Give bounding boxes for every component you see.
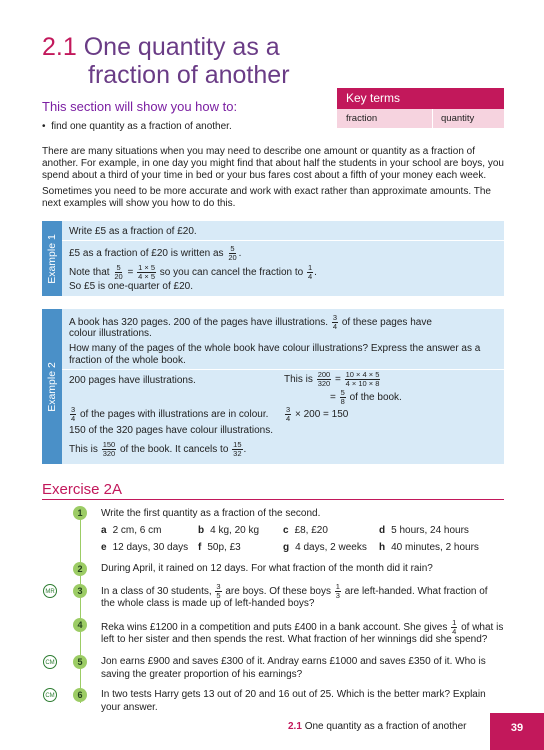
- question-4-text: Reka wins £1200 in a competition and puts £400 in a bank account. She gives $\frac{1}{4}$ of what is: [101, 618, 504, 636]
- question-6-text-line-2: your answer.: [101, 702, 158, 713]
- key-term-quantity: quantity: [441, 113, 475, 124]
- page-title: [42, 33, 290, 89]
- body-paragraph-2: Sometimes you need to be more accurate and work with exact rather than approximate amounts. The next examples will show you how to do this.: [42, 186, 491, 209]
- mr-badge-icon: MR: [43, 584, 57, 598]
- page-number: 39: [490, 713, 544, 750]
- q1-option-e: e 12 days, 30 days: [101, 542, 189, 553]
- q1-option-f: f 50p, £3: [198, 542, 241, 553]
- example-2-question-line-4: fraction of the whole book.: [69, 355, 186, 366]
- example-2-ratio-2: = $\frac{5}{8}$ of the book.: [330, 388, 402, 406]
- title-line-1: One quantity as a: [83, 33, 280, 61]
- fraction: $\frac{5}{20}$: [228, 244, 237, 262]
- question-1-number: 1: [73, 506, 87, 520]
- question-3-text-line-2: the whole class is made up of left-handed boys?: [101, 598, 315, 609]
- example-2-ratio-1: This is $\frac{200}{320}$ = $\frac{10 \times 4 \times 5}{4 \times 10 \times 8}$: [284, 370, 380, 388]
- fraction: $\frac{3}{4}$: [286, 405, 291, 423]
- example-2-step-4: This is $\frac{150}{320}$ of the book. It cancels to $\frac{15}{32}$ .: [69, 440, 247, 458]
- fraction: $\frac{200}{320}$: [317, 370, 331, 388]
- question-5-number: 5: [73, 655, 87, 669]
- bullet-icon: •: [42, 121, 52, 132]
- question-1-text: Write the first quantity as a fraction of the second.: [101, 508, 321, 519]
- fraction: $\frac{5}{8}$: [340, 388, 345, 406]
- section-number: 2.1: [42, 33, 77, 61]
- fraction: $\frac{3}{5}$: [216, 582, 221, 600]
- footer-running-title: 2.1 One quantity as a fraction of another: [288, 721, 467, 732]
- question-6-number: 6: [73, 688, 87, 702]
- q1-option-d: d 5 hours, 24 hours: [379, 525, 469, 536]
- example-2-step-2: $\frac{3}{4}$ of the pages with illustrations are in colour.: [71, 405, 269, 423]
- example-1-step-1: £5 as a fraction of £20 is written as $\frac{5}{20}$ .: [69, 244, 242, 262]
- q1-option-b: b 4 kg, 20 kg: [198, 525, 260, 536]
- key-terms-box: [337, 88, 504, 128]
- example-2-box: [42, 309, 504, 464]
- title-line-2: fraction of another: [88, 61, 290, 89]
- example-1-label: Example 1: [42, 221, 62, 296]
- example-2-step-1: 200 pages have illustrations.: [69, 375, 196, 386]
- q1-option-g: g 4 days, 2 weeks: [283, 542, 367, 553]
- fraction: $\frac{3}{4}$: [71, 405, 76, 423]
- key-terms-heading: Key terms: [337, 88, 504, 109]
- fraction: $\frac{3}{4}$: [332, 313, 338, 331]
- example-1-step-3: So £5 is one-quarter of £20.: [69, 281, 193, 292]
- example-2-label: Example 2: [42, 309, 62, 464]
- intro-bullet: • find one quantity as a fraction of another.: [42, 121, 232, 132]
- exercise-title: Exercise 2A: [42, 481, 123, 498]
- question-connector: [80, 513, 81, 703]
- fraction: $\frac{1}{4}$: [308, 263, 313, 281]
- example-2-question-line-1: A book has 320 pages. 200 of the pages have illustrations. $\frac{3}{4}$ of these pages have: [69, 313, 432, 331]
- question-3-number: 3: [73, 584, 87, 598]
- exercise-divider: [42, 499, 504, 500]
- fraction: $\frac{1}{3}$: [335, 582, 340, 600]
- question-2-text: During April, it rained on 12 days. For what fraction of the month did it rain?: [101, 563, 433, 574]
- fraction: $\frac{1}{4}$: [452, 618, 457, 636]
- cm-badge-icon: CM: [43, 688, 57, 702]
- question-5-text: Jon earns £900 and saves £300 of it. Andray earns £1000 and saves £350 of it. Who is: [101, 656, 486, 667]
- example-1-box: [42, 221, 504, 296]
- cm-badge-icon: CM: [43, 655, 57, 669]
- key-term-fraction: fraction: [337, 109, 433, 128]
- body-paragraph-1: There are many situations when you may need to describe one amount or quantity as a fraction of another. For example, in one day you might find that about half the students in your school are boys, you spend about a third of your time in bed or your bus fares cost about a fifth of your money each week.: [42, 146, 504, 181]
- q1-option-h: h 40 minutes, 2 hours: [379, 542, 479, 553]
- fraction: $\frac{15}{32}$: [233, 440, 242, 458]
- example-1-question: Write £5 as a fraction of £20.: [69, 226, 197, 237]
- q1-option-c: c £8, £20: [283, 525, 328, 536]
- example-2-question-line-2: colour illustrations.: [69, 328, 152, 339]
- example-2-calc: $\frac{3}{4}$ × 200 = 150: [286, 405, 349, 423]
- question-2-number: 2: [73, 562, 87, 576]
- question-6-text: In two tests Harry gets 13 out of 20 and 16 out of 25. Which is the better mark? Explain: [101, 689, 486, 700]
- example-1-step-2: Note that $\frac{5}{20}$ = $\frac{1 \times 5}{4 \times 5}$ so you can cancel the fraction to $\frac{1}{4}$ .: [69, 263, 317, 281]
- example-2-question-line-3: How many of the pages of the whole book have colour illustrations? Express the answer as a: [69, 343, 481, 354]
- fraction: $\frac{1 \times 5}{4 \times 5}$: [138, 263, 156, 281]
- intro-heading: This section will show you how to:: [42, 99, 238, 114]
- fraction: $\frac{5}{20}$: [114, 263, 123, 281]
- example-2-step-3: 150 of the 320 pages have colour illustrations.: [69, 425, 274, 436]
- fraction: $\frac{10 \times 4 \times 5}{4 \times 10 \times 8}$: [345, 370, 380, 388]
- q1-option-a: a 2 cm, 6 cm: [101, 525, 162, 536]
- question-3-text: In a class of 30 students, $\frac{3}{5}$ are boys. Of these boys $\frac{1}{3}$ are left-handed. What fraction of: [101, 582, 488, 600]
- fraction: $\frac{150}{320}$: [102, 440, 116, 458]
- question-4-number: 4: [73, 618, 87, 632]
- question-5-text-line-2: saving the greater proportion of his earnings?: [101, 669, 303, 680]
- question-4-text-line-2: left to her sister and then spends the rest. What fraction of her winnings did she spend?: [101, 634, 488, 645]
